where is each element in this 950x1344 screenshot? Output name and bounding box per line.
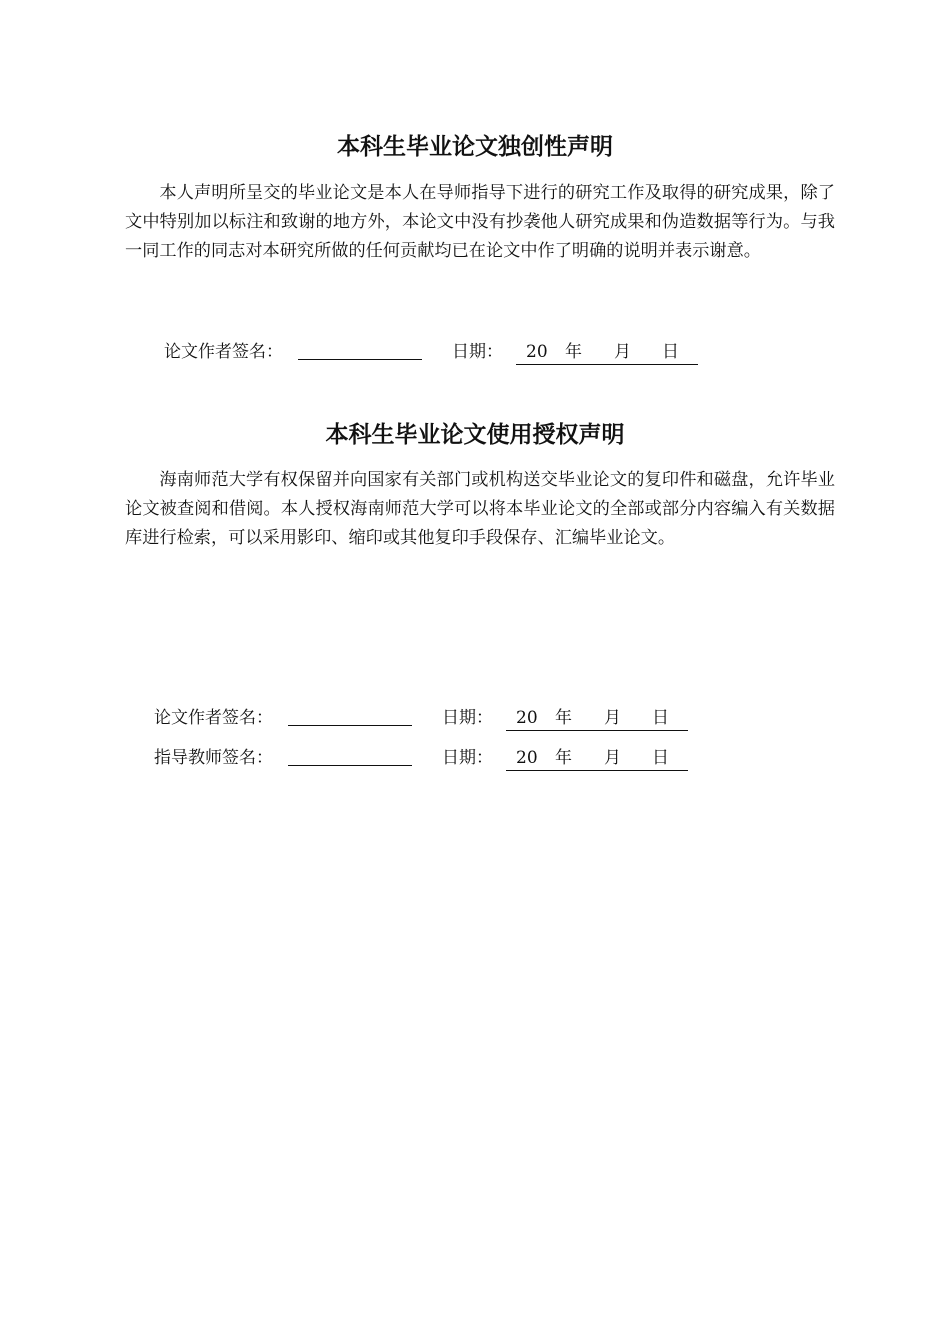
- date-day-label: 日: [652, 708, 669, 728]
- date-year-prefix: 20: [526, 342, 548, 362]
- authorization-body: 海南师范大学有权保留并向国家有关部门或机构送交毕业论文的复印件和磁盘，允许毕业论文被查阅和借阅。本人授权海南师范大学可以将本毕业论文的全部或部分内容编入有关数据库进行检索，可以采用影印、缩印或其他复印手段保存、汇编毕业论文。: [125, 470, 835, 548]
- date-day-label: 日: [662, 342, 679, 362]
- originality-signature-row: [164, 340, 679, 364]
- date-field[interactable]: [506, 746, 688, 771]
- date-day-label: 日: [652, 748, 669, 768]
- date-label: 日期：: [442, 748, 493, 768]
- authorization-author-row: [154, 706, 669, 730]
- date-year-prefix: 20: [516, 708, 538, 728]
- authorization-advisor-row: [154, 746, 669, 770]
- advisor-signature-line[interactable]: [288, 765, 412, 766]
- originality-title: 本科生毕业论文独创性声明: [337, 134, 613, 160]
- originality-body: 本人声明所呈交的毕业论文是本人在导师指导下进行的研究工作及取得的研究成果，除了文中特别加以标注和致谢的地方外，本论文中没有抄袭他人研究成果和伪造数据等行为。与我一同工作的同志对本研究所做的任何贡献均已在论文中作了明确的说明并表示谢意。: [125, 183, 835, 261]
- date-year-label: 年: [565, 342, 582, 362]
- date-year-label: 年: [555, 708, 572, 728]
- author-signature-label: 论文作者签名：: [154, 708, 273, 728]
- author-signature-line[interactable]: [288, 725, 412, 726]
- date-field[interactable]: [516, 340, 698, 365]
- date-month-label: 月: [614, 342, 631, 362]
- authorization-title: 本科生毕业论文使用授权声明: [325, 422, 625, 448]
- advisor-signature-label: 指导教师签名：: [154, 748, 273, 768]
- date-label: 日期：: [442, 708, 493, 728]
- author-signature-label: 论文作者签名：: [164, 342, 283, 362]
- date-month-label: 月: [604, 748, 621, 768]
- author-signature-line[interactable]: [298, 359, 422, 360]
- date-year-label: 年: [555, 748, 572, 768]
- date-field[interactable]: [506, 706, 688, 731]
- date-year-prefix: 20: [516, 748, 538, 768]
- date-label: 日期：: [452, 342, 503, 362]
- date-month-label: 月: [604, 708, 621, 728]
